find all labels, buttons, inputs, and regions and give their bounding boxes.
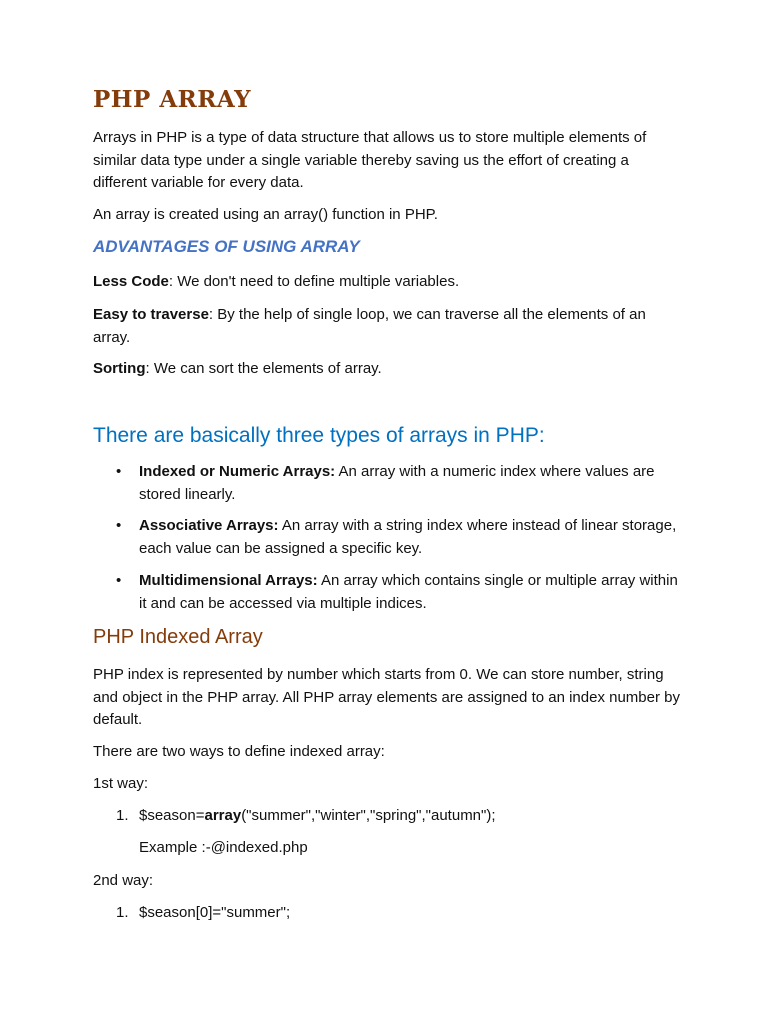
code-part: $season=	[139, 807, 205, 824]
type-term: Multidimensional Arrays:	[139, 572, 318, 589]
code-line	[139, 805, 683, 828]
type-desc: An array with a string index where instead of linear storage, each value can be assigned a specific key.	[139, 517, 677, 557]
indexed-text-2: There are two ways to define indexed array:	[93, 743, 385, 760]
list-item-text	[139, 461, 679, 506]
advantage-term: Sorting	[93, 360, 146, 377]
page-title: PHP ARRAY	[93, 86, 252, 113]
intro-paragraph-2	[93, 204, 683, 227]
types-heading: There are basically three types of arrays in PHP:	[93, 424, 545, 447]
code-part: ("summer","winter","spring","autumn");	[241, 807, 496, 824]
list-item	[93, 461, 683, 506]
advantage-text	[93, 304, 683, 349]
example-line-wrap	[93, 837, 683, 860]
list-item-text	[139, 515, 679, 560]
advantage-desc: : We can sort the elements of array.	[145, 360, 382, 377]
intro-text: Arrays in PHP is a type of data structure that allows us to store multiple elements of similar data type under a single variable thereby saving us the effort of creating a different variable for every data.	[93, 129, 647, 191]
bullet-icon: •	[116, 517, 122, 534]
first-way-label: 1st way:	[93, 775, 149, 792]
intro-paragraph	[93, 127, 683, 195]
bullet-icon: •	[116, 463, 122, 480]
type-term: Indexed or Numeric Arrays:	[139, 463, 336, 480]
types-heading-wrap	[93, 424, 683, 448]
advantage-desc: : We don't need to define multiple variables.	[168, 273, 460, 290]
list-number: 1.	[116, 807, 129, 824]
advantages-heading: ADVANTAGES OF USING ARRAY	[93, 237, 360, 256]
indexed-paragraph	[93, 664, 683, 732]
indexed-text: PHP index is represented by number which starts from 0. We can store number, string and object in the PHP array. All PHP array elements are assigned to an index number by default.	[93, 666, 680, 728]
advantage-text	[93, 271, 683, 294]
example-line: Example :-@indexed.php	[139, 839, 308, 856]
type-term: Associative Arrays:	[139, 517, 279, 534]
list-item	[93, 515, 683, 560]
advantage-text	[93, 358, 683, 381]
advantage-item	[93, 358, 683, 381]
type-desc: An array which contains single or multiple array within it and can be accessed via multiple indices.	[139, 572, 678, 612]
second-way-label: 2nd way:	[93, 872, 154, 889]
code-keyword: array	[204, 807, 242, 824]
first-way-label-wrap	[93, 773, 683, 796]
list-number: 1.	[116, 904, 129, 921]
advantage-desc: : By the help of single loop, we can traverse all the elements of an array.	[93, 306, 646, 346]
code-line: $season[0]="summer";	[139, 904, 291, 921]
numbered-item	[93, 902, 683, 925]
advantage-item	[93, 271, 683, 294]
list-item	[93, 570, 683, 615]
bullet-icon: •	[116, 572, 122, 589]
advantages-heading-wrap	[93, 237, 683, 257]
indexed-heading: PHP Indexed Array	[93, 626, 263, 648]
type-desc: An array with a numeric index where values are stored linearly.	[139, 463, 655, 503]
numbered-item	[93, 805, 683, 828]
indexed-heading-wrap	[93, 626, 683, 649]
advantage-term: Easy to traverse	[93, 306, 209, 323]
second-way-label-wrap	[93, 870, 683, 893]
intro-text-2: An array is created using an array() function in PHP.	[93, 206, 438, 223]
advantage-term: Less Code	[93, 273, 169, 290]
indexed-paragraph-2	[93, 741, 683, 764]
advantage-item	[93, 304, 683, 349]
list-item-text	[139, 570, 679, 615]
